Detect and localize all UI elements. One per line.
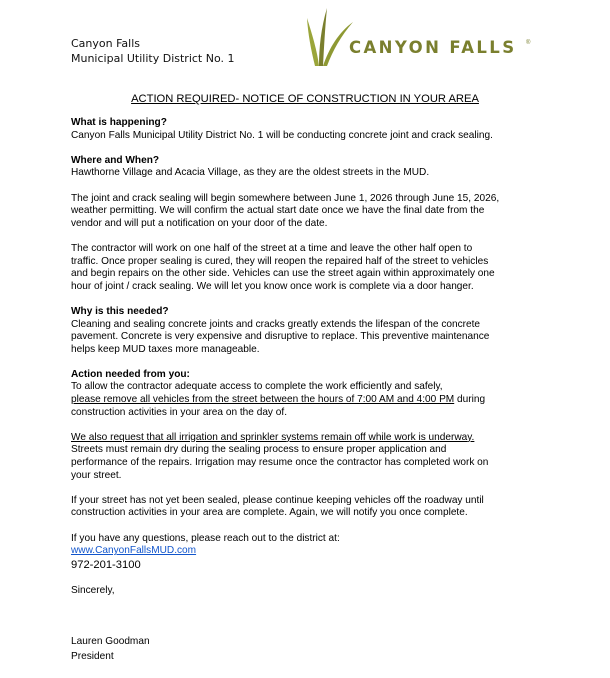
where-answer: Hawthorne Village and Acacia Village, as they are the oldest streets in the MUD. xyxy=(71,167,430,179)
org-name: Canyon Falls xyxy=(71,37,141,50)
irrigation-requirement: We also request that all irrigation and sprinkler systems remain off while work is underway. xyxy=(71,431,475,443)
phone-number: 972-201-3100 xyxy=(71,558,141,571)
action-question: Action needed from you: xyxy=(71,368,190,380)
signer-name: Lauren Goodman xyxy=(71,635,150,647)
action-line: To allow the contractor adequate access to complete the work efficiently and safely, xyxy=(71,381,443,393)
why-line: helps keep MUD taxes more manageable. xyxy=(71,343,260,355)
where-question: Where and When? xyxy=(71,154,160,166)
signer-title: President xyxy=(71,650,114,662)
district-address xyxy=(71,37,235,66)
grass-blades-icon xyxy=(305,6,355,70)
schedule-line: weather permitting. We will confirm the actual start date once we have the final date from the xyxy=(71,205,485,217)
closing: Sincerely, xyxy=(71,585,115,597)
questions-line: If you have any questions, please reach out to the district at: xyxy=(71,532,340,544)
what-question: What is happening? xyxy=(71,117,167,128)
irrigation-line: Streets must remain dry during the sealing process to ensure proper application and xyxy=(71,444,447,456)
why-question: Why is this needed? xyxy=(71,305,169,317)
logo-wordmark: CANYON FALLS xyxy=(349,38,517,57)
notice-body xyxy=(71,117,541,664)
website-link[interactable]: www.CanyonFallsMUD.com xyxy=(71,545,197,557)
notice-heading: ACTION REQUIRED- NOTICE OF CONSTRUCTION IN YOUR AREA xyxy=(131,93,479,105)
action-line xyxy=(71,394,541,407)
action-line-rest: during xyxy=(454,394,486,406)
irrigation-line: your street. xyxy=(71,469,122,481)
org-subtitle: Municipal Utility District No. 1 xyxy=(71,51,235,65)
contractor-line: traffic. Once proper sealing is cured, they will reopen the repaired half of the street to vehicles xyxy=(71,255,489,267)
contractor-line: The contractor will work on one half of the street at a time and leave the other half open to xyxy=(71,242,473,254)
contractor-line: hour of joint / crack sealing. We will let you know once work is complete via a door hanger. xyxy=(71,280,474,292)
schedule-line: vendor and will put a notification on your door of the date. xyxy=(71,217,328,229)
schedule-line: The joint and crack sealing will begin somewhere between June 1, 2026 through June 15, 2026, xyxy=(71,192,500,204)
irrigation-line: performance of the repairs. Irrigation may resume once the contractor has completed work on xyxy=(71,457,489,469)
registered-mark: ® xyxy=(526,40,531,46)
action-line: construction activities in your area on the day of. xyxy=(71,406,288,418)
vehicle-removal-requirement: please remove all vehicles from the street between the hours of 7:00 AM and 4:00 PM xyxy=(71,394,455,406)
why-line: pavement. Concrete is very expensive and disruptive to replace. This preventive maintenance xyxy=(71,331,490,343)
why-line: Cleaning and sealing concrete joints and cracks greatly extends the lifespan of the concrete xyxy=(71,318,481,330)
what-answer: Canyon Falls Municipal Utility District No. 1 will be conducting concrete joint and crack sealing. xyxy=(71,129,493,141)
not-sealed-line: If your street has not yet been sealed, please continue keeping vehicles off the roadway until xyxy=(71,494,484,506)
not-sealed-line: construction activities in your area are complete. Again, we will notify you once complete. xyxy=(71,507,468,519)
contractor-line: and begin repairs on the other side. Vehicles can use the street again within approximately one xyxy=(71,268,495,280)
canyon-falls-logo xyxy=(305,6,540,70)
